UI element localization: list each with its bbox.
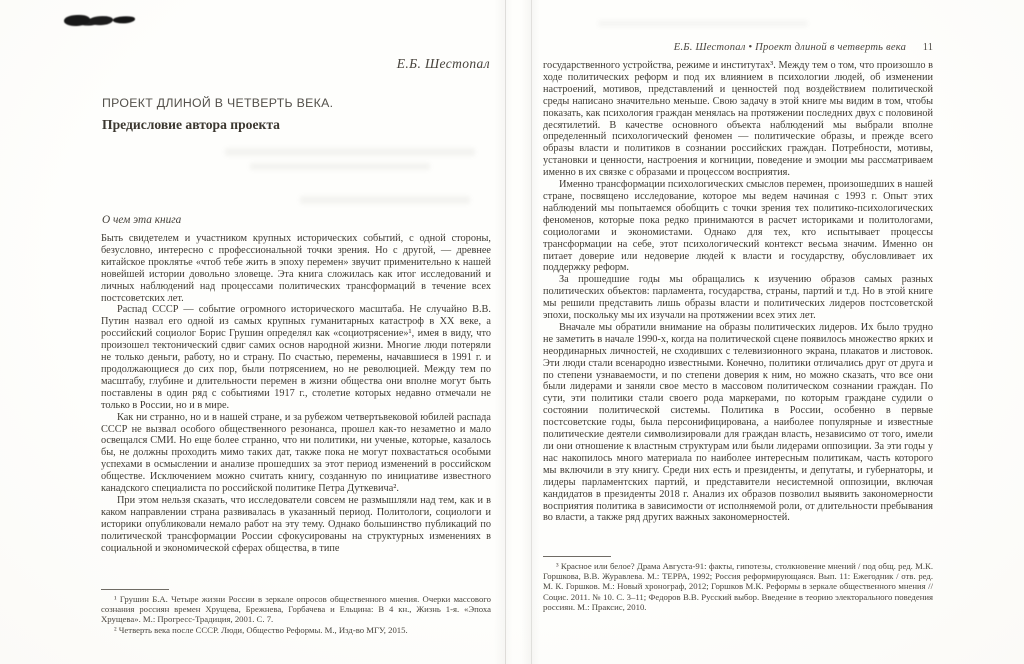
footnote-rule (543, 556, 611, 557)
running-header-text: Е.Б. Шестопал • Проект длиной в четверть века (673, 42, 907, 53)
right-page-body (543, 60, 933, 550)
footnote: ¹ Грушин Б.А. Четыре жизни России в зеркале опросов общественного мнения. Очерки массового сознания россиян времен Хрущева, Брежнева, Горбачева и Ельцина: В 4 кн., Жизнь 1-я. «Эпоха Хрущева». М.: Прогресс-Традиция, 2001. С. 7. (101, 594, 491, 625)
page-edge-line (531, 0, 532, 664)
show-through-artifact (250, 163, 430, 170)
body-paragraph: Как ни странно, но и в нашей стране, и за рубежом четвертьвековой юбилей распада СССР не вызвал особого общественного резонанса, прошел как-то незаметно и мало освещался СМИ. Но еще более странно, что ни политики, ни ученые, которые, казалось бы, не должны проходить мимо таких дат, также пока не могут похвастаться особыми успехами в осмыслении и анализе прошедших за этот период изменений в российском обществе. Исключением можно считать книгу, созданную по инициативе известного канадского специалиста по российской политике Петра Дуткевича². (101, 411, 491, 495)
show-through-artifact (225, 148, 475, 156)
body-paragraph: Быть свидетелем и участником крупных исторических событий, с одной стороны, безусловно, интересно с профессиональной точки зрения. Но с другой, — древнее китайское проклятье «чтоб тебе жить в эпоху перемен» звучит применительно к нашей новейшей истории довольно зловеще. Эта книга сложилась как итог исследований и личных наблюдений над процессами политических трансформаций в течение всех постсоветских лет. (101, 233, 491, 304)
chapter-subtitle: Предисловие автора проекта (102, 117, 280, 132)
body-paragraph: Вначале мы обратили внимание на образы политических лидеров. Их было трудно не заметить в начале 1990-х, когда на политической сцене появилось множество ярких и неординарных личностей, не сходивших с телевизионного экрана, плакатов и листовок. Эти люди стали всенародно известными. Конечно, политики отличались друг от друга и по степени узнаваемости, и по степени доверия к ним, но можно сказать, что все они были лидерами и заняли свое место в массовом политическом сознании граждан. По сути, эти политики стали своего рода маркерами, по которым граждане судили о состоянии политической системы. Политика в России, особенно в первые постсоветские годы, была персонифицирована, а наиболее популярные и известные политические деятели символизировали для граждан власть, независимо от того, имели ли они отношение к властным структурам или были лидерами оппозиции. За эти годы у нас накопилось много материала по наиболее интересным политикам, часть которого мы включили в эту книгу. Среди них есть и президенты, и депутаты, и губернаторы, и лидеры парламентских партий, и представители несистемной оппозиции, включая кандидатов в президенты 2018 г. Анализ их образов позволил выявить закономерности восприятия политика в зависимости от исполняемой роли, от длительности пребывания во власти, а также ряд других важных закономерностей. (543, 321, 933, 524)
body-paragraph: Распад СССР — событие огромного исторического масштаба. Не случайно В.В. Путин назвал его одной из самых крупных гуманитарных катастроф в XX веке, а российский социолог Борис Грушин определял как «социотрясение»¹, имея в виду, что произошел тектонический сдвиг самих основ народной жизни. Многие люди потеряли не только деньги, работу, но и страну. По счастью, перемены, начавшиеся в 1991 г. и продолжающиеся до сих пор, были потрясением, но не революцией. Между тем по масштабу, глубине и длительности перемен в жизни общества они вполне могут быть поставлены в один ряд с событиями 1917 г., столетие которых недавно отмечали не только в России, но и в мире. (101, 304, 491, 411)
section-heading: О чем эта книга (102, 214, 182, 226)
body-paragraph: государственного устройства, режиме и институтах³. Между тем о том, что произошло в ходе политических реформ и под их влиянием в психологии людей, об изменении настроений, мотивов, представлений и ценностей под воздействием политической среды написано значительно меньше. Свою задачу в этой книге мы видим в том, чтобы показать, как психология граждан менялась на протяжении последних двух с половиной десятилетий. В качестве основного объекта наблюдений мы выбрали вполне определенный психологический феномен — политические образы, и прежде всего образы власти и политиков в сознании российских граждан. Потребности, мотивы, установки и ценности, настроения и когниции, поведение и эмоции мы рассматриваем именно в их связке с образами и процессом восприятия. (543, 60, 933, 179)
chapter-title-caps: ПРОЕКТ ДЛИНОЙ В ЧЕТВЕРТЬ ВЕКА. (102, 96, 334, 110)
show-through-artifact (598, 20, 808, 27)
footnote: ³ Красное или белое? Драма Августа-91: факты, гипотезы, столкновение мнений / под общ. ред. М.К. Горшкова, В.В. Журавлева. М.: ТЕРРА, 1992; Россия реформирующаяся. Вып. 11: Ежегодник / отв. ред. М. К. Горшков. М.: Новый хронограф, 2012; Горшков М.К. Реформы в зеркале общественного мнения // Социс. 2011. № 10. С. 3–11; Федоров В.В. Русский выбор. Введение в теорию электорального поведения россиян. М.: Праксис, 2010. (543, 561, 933, 612)
body-paragraph: Именно трансформации психологических смыслов перемен, произошедших в нашей стране, посвящено исследование, которое мы ведем начиная с 1993 г. Опыт этих наблюдений мы попытаемся обобщить с точки зрения тех политико-психологических феноменов, которые пока редко принимаются в расчет историками и политологами, социологами и экономистами. Однако для тех, кто испытывает процессы трансформации на себе, этот психологический контекст весьма значим. Именно он питает доверие или недоверие людей к власти и государству, обусловливает их поддержку реформ. (543, 179, 933, 274)
author-byline: Е.Б. Шестопал (396, 56, 490, 71)
ink-smudge-artifact (64, 15, 90, 27)
footnote: ² Четверть века после СССР. Люди, Общество Реформы. М., Изд-во МГУ, 2015. (114, 624, 408, 635)
left-page-body (101, 233, 491, 585)
show-through-artifact (300, 196, 470, 204)
right-page-footnotes (543, 561, 933, 612)
body-paragraph: За прошедшие годы мы обращались к изучению образов самых разных политических объектов: парламента, государства, страны, партий и т.д. Но в этой книге мы решили представить лишь образы власти и политических лидеров постсоветской эпохи, поскольку мы их изучали на протяжении всех этих лет. (543, 274, 933, 322)
page-edge-line (505, 0, 506, 664)
page-number: 11 (922, 42, 933, 53)
page-gutter (494, 0, 540, 664)
running-header (543, 42, 933, 53)
left-page-footnotes (101, 594, 491, 635)
footnote-rule (101, 589, 169, 590)
body-paragraph: При этом нельзя сказать, что исследователи совсем не размышляли над тем, как и в каком направлении страна развивалась в указанный период. Политологи, социологи и историки опубликовали немало работ на эту тему. Однако большинство публикаций по политической трансформации России сфокусированы на структурных изменениях в социальной и экономической сферах общества, в типе (101, 494, 491, 554)
